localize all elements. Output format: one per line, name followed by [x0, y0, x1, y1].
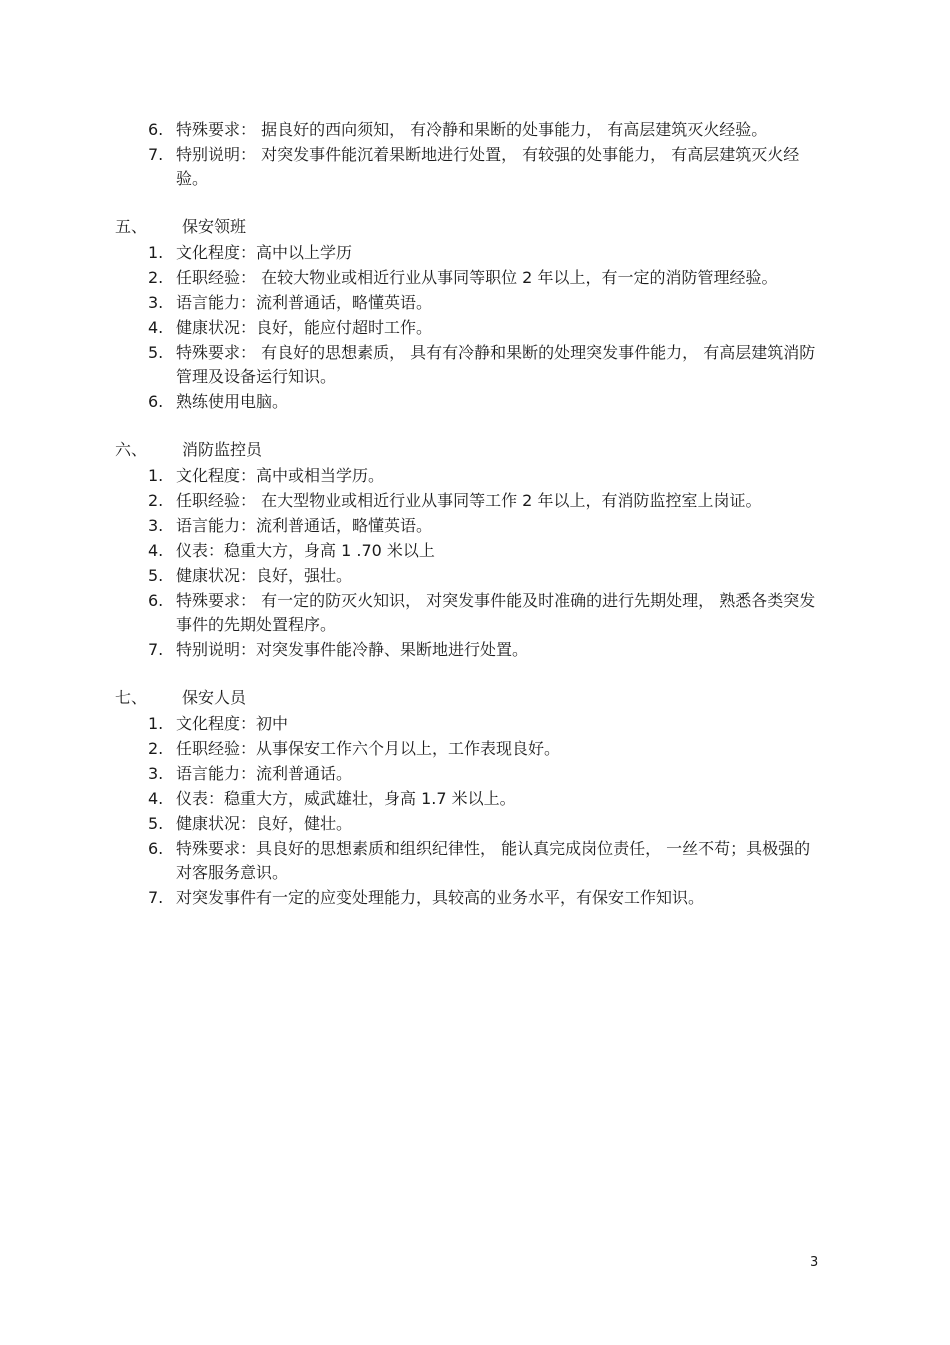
item-text: 文化程度：高中或相当学历。	[176, 466, 385, 485]
list-item	[148, 737, 820, 761]
list-item	[148, 489, 820, 513]
section-title: 消防监控员	[182, 440, 263, 459]
item-text: 语言能力：流利普通话。	[176, 764, 353, 783]
list-item	[148, 143, 820, 191]
list-item	[148, 464, 820, 488]
item-text: 文化程度：高中以上学历	[176, 243, 353, 262]
list-item	[148, 886, 820, 910]
section-title: 保安领班	[182, 217, 247, 236]
list-item	[148, 118, 820, 142]
item-number: 7.	[148, 888, 164, 907]
item-text: 熟练使用电脑。	[176, 392, 289, 411]
list-item	[148, 712, 820, 736]
section-heading	[0, 215, 950, 239]
item-text: 文化程度：初中	[176, 714, 289, 733]
list-item	[148, 316, 820, 340]
item-text: 特殊要求： 有一定的防灭火知识， 对突发事件能及时准确的进行先期处理， 熟悉各类突发事件的先期处置程序。	[176, 591, 816, 634]
item-number: 6.	[148, 392, 164, 411]
item-number: 4.	[148, 318, 164, 337]
section-list	[0, 464, 950, 662]
top-list	[0, 118, 950, 191]
list-item	[148, 812, 820, 836]
item-text: 任职经验： 在大型物业或相近行业从事同等工作 2 年以上，有消防监控室上岗证。	[176, 491, 762, 510]
item-text: 仪表：稳重大方，身高 1 .70 米以上	[176, 541, 435, 560]
item-number: 5.	[148, 566, 164, 585]
list-item	[148, 341, 820, 389]
item-text: 语言能力：流利普通话，略懂英语。	[176, 293, 433, 312]
item-number: 3.	[148, 516, 164, 535]
item-text: 健康状况：良好，强壮。	[176, 566, 353, 585]
list-item	[148, 266, 820, 290]
item-number: 6.	[148, 591, 164, 610]
page-number: 3	[810, 1255, 819, 1270]
list-item	[148, 514, 820, 538]
item-number: 1.	[148, 714, 164, 733]
item-text: 仪表：稳重大方，威武雄壮，身高 1.7 米以上。	[176, 789, 516, 808]
list-item	[148, 564, 820, 588]
list-item	[148, 291, 820, 315]
item-text: 健康状况：良好，健壮。	[176, 814, 353, 833]
list-item	[148, 390, 820, 414]
item-number: 7.	[148, 145, 164, 164]
section-heading	[0, 686, 950, 710]
list-item	[148, 762, 820, 786]
list-item	[148, 787, 820, 811]
section-list	[0, 241, 950, 414]
list-item	[148, 241, 820, 265]
item-text: 特殊要求： 据良好的西向须知， 有冷静和果断的处事能力， 有高层建筑灭火经验。	[176, 120, 768, 139]
item-number: 3.	[148, 764, 164, 783]
item-text: 任职经验： 在较大物业或相近行业从事同等职位 2 年以上，有一定的消防管理经验。	[176, 268, 778, 287]
item-number: 4.	[148, 541, 164, 560]
item-number: 6.	[148, 120, 164, 139]
section-number: 七、	[115, 688, 148, 707]
section-title: 保安人员	[182, 688, 247, 707]
list-item	[148, 837, 820, 885]
item-text: 特殊要求： 有良好的思想素质， 具有有冷静和果断的处理突发事件能力， 有高层建筑消防管理及设备运行知识。	[176, 343, 816, 386]
item-number: 2.	[148, 491, 164, 510]
item-number: 5.	[148, 343, 164, 362]
item-text: 健康状况：良好，能应付超时工作。	[176, 318, 433, 337]
list-item	[148, 539, 820, 563]
section-number: 六、	[115, 440, 148, 459]
list-item	[148, 589, 820, 637]
item-number: 4.	[148, 789, 164, 808]
section-number: 五、	[115, 217, 148, 236]
item-number: 2.	[148, 268, 164, 287]
section-list	[0, 712, 950, 910]
section-heading	[0, 438, 950, 462]
item-number: 2.	[148, 739, 164, 758]
item-text: 特别说明： 对突发事件能沉着果断地进行处置， 有较强的处事能力， 有高层建筑灭火经验。	[176, 145, 800, 188]
item-text: 语言能力：流利普通话，略懂英语。	[176, 516, 433, 535]
item-number: 6.	[148, 839, 164, 858]
list-item	[148, 638, 820, 662]
item-number: 1.	[148, 466, 164, 485]
item-text: 特别说明：对突发事件能冷静、果断地进行处置。	[176, 640, 529, 659]
item-text: 任职经验：从事保安工作六个月以上，工作表现良好。	[176, 739, 561, 758]
item-number: 5.	[148, 814, 164, 833]
document-content	[0, 118, 950, 911]
item-number: 3.	[148, 293, 164, 312]
item-text: 特殊要求：具良好的思想素质和组织纪律性， 能认真完成岗位责任， 一丝不苟；具极强的对客服务意识。	[176, 839, 811, 882]
item-number: 7.	[148, 640, 164, 659]
item-number: 1.	[148, 243, 164, 262]
item-text: 对突发事件有一定的应变处理能力，具较高的业务水平，有保安工作知识。	[176, 888, 705, 907]
